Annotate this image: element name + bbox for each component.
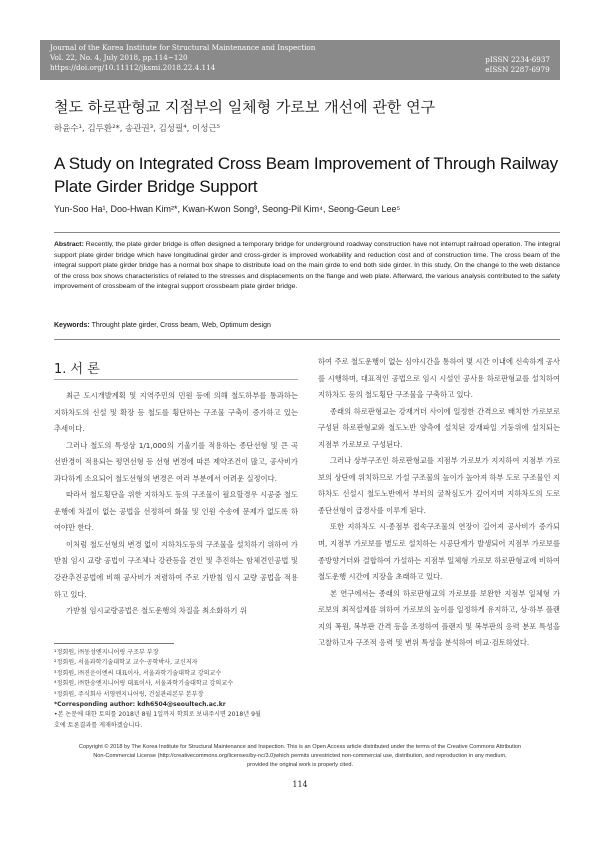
copyright-line: provided the original work is properly cited. [246,762,354,768]
abstract-label: Abstract: [54,241,84,248]
copyright-notice [40,743,560,770]
english-title: A Study on Integrated Cross Beam Improvement of Through Railway Plate Girder Bridge Support [54,154,558,196]
paragraph: 종래의 하로판형교는 강재거더 사이에 일정한 간격으로 배치한 가로보로 구성된 하로판형교와 철도노반 양측에 설치된 강재파일 기둥위에 설치되는 지점부 가로보로 구성된다. [318,406,560,449]
abstract-top-rule [54,232,560,233]
abstract-text: Recently, the plate girder bridge is offen designed a temporary bridge for underground roadway construction have not interrupt railroad operation. The integral support plate girder bridge which have longitudinal girder and cross-girder is improved workability and reduction cost and of construction time. The cross beam of the integral support plate girder bridge has a normal box shape to distribute load on the main girde to end both side girder. In this study, On the change to the web distance of the cross box shows characteristics of related to the stresses and displacements on the flange and web plate. Afterward, the various analysis contributed to the safety improvement of crossbeam of the integral support crossbeam plate girder bridge. [54,241,560,291]
copyright-line: Copyright © 2018 by The Korea Institute for Structural Maintenance and Inspection. This is an Open Access article distributed under the terms of the Creative Commons Attribution [78,744,522,750]
footnote-affiliation: ³정회원, ㈜진운이엔씨 대표이사, 서울과학기술대학교 강의교수 [54,669,222,677]
paragraph: 본 연구에서는 종래의 하로판형교의 가로보를 보완한 지점부 일체형 가로보의 최적설계를 위하여 가로보의 높이를 일정하게 유지하고, 상·하부 플랜지의 폭원, 복부판 간격 등을 조정하여 플랜지 및 복부판의 응력 분포 특성을 고찰하고자 구조적 응력 및 변위 특성을 분석하여 비교·검토하였다. [318,588,560,648]
paragraph: 그러나 철도의 특성상 1/1,000의 기울기를 적용하는 종단선형 및 큰 곡선반경이 적용되는 평면선형 등 선형 변경에 따른 제약조건이 많고, 공사비가 과다하게 소요되어 철도선형의 변경은 여러 부분에서 어려운 실정이다. [54,440,298,483]
issn-info [485,55,550,75]
footnotes [54,648,298,731]
right-column [318,354,560,652]
paragraph: 따라서 철도횡단을 위한 지하차도 등의 구조물이 필요할경우 시공중 철도운행에 차질이 없는 공법을 선정하여 화물 및 인원 수송에 문제가 없도록 하여야만 한다. [54,490,298,533]
footnote-affiliation: ²정회원, 서울과학기술대학교 교수·공학박사, 교신저자 [54,659,198,667]
keywords-text: Throught plate girder, Cross beam, Web, Optimum design [91,322,271,329]
footnote-affiliation: ¹정회원, ㈜동성엔지니어링 구조부 부장 [54,649,159,656]
footnote-rule [54,643,174,644]
footnote-affiliation: ⁵정회원, 주식회사 서영엔지니어링, 건설관리본부 본부장 [54,690,204,698]
abstract [54,240,560,293]
journal-doi: https://doi.org/10.11112/jksmi.2018.22.4.114 [50,63,216,72]
keywords-label: Keywords: [54,322,90,329]
left-column [54,388,298,620]
paragraph: 최근 도시개발계획 및 지역주민의 민원 등에 의해 철도하부를 통과하는 지하차도의 신설 및 확장 등 철도를 횡단하는 구조물 구축이 증가하고 있는 추세이다. [54,391,298,434]
keywords [54,322,560,329]
section-heading: 1. 서 론 [54,362,100,377]
copyright-line: Non-Commercial License (http://creativecommons.org/licenses/by-nc/3.0)which permits unrestricted non-commercial use, distribution, and reproduction in any medium, [93,753,507,759]
discussion-note: •본 논문에 대한 토의를 2018년 8월 1일까지 학회로 보내주시면 2018년 9월 [54,711,261,719]
journal-header-banner [40,40,560,80]
corresponding-author: *Corresponding author: kdh6504@seoultech.ac.kr [54,701,226,709]
korean-title: 철도 하로판형교 지점부의 일체형 가로보 개선에 관한 연구 [54,98,436,116]
page-number: 114 [292,780,308,789]
discussion-note: 호에 토론결과를 게재하겠습니다. [54,721,143,729]
abstract-bottom-rule [54,339,560,340]
journal-info [50,43,315,73]
footnote-affiliation: ⁴정회원, ㈜한숭엔지니어링 대표이사, 서울과학기술대학교 강의교수 [54,680,234,688]
section-heading-rule [54,379,298,380]
paragraph: 그러나 상부구조인 하로판형교를 지점부 가로보가 지지하여 지점부 가로보의 상단에 위치하므로 가설 구조물의 높이가 높아져 하부 도로 구조물인 지하차도 신설시 철도노반에서 부터의 굴착심도가 깊어지며 지하차도의 도로 종단선형이 급경사를 이루게 된다. [318,456,560,515]
eissn: eISSN 2287-6979 [485,65,550,74]
paragraph: 또한 지하차도 시·종점부 접속구조물의 연장이 길어져 공사비가 증가되며, 지점부 가로보를 별도로 설치하는 시공단계가 발생되어 지점부 가로보를 종방향거더와 결합하여 가설하는 지점부 일체형 가로보 하로판형교에 비하여 철도운행 시간에 지장을 초래하고 있다. [318,522,560,582]
journal-name: Journal of the Korea Institute for Structural Maintenance and Inspection [50,43,316,52]
paragraph: 하여 주로 철도운행이 없는 심야시간을 통하여 몇 시간 이내에 신속하게 공사를 시행하며, 대표적인 공법으로 임시 시설인 공사용 하로판형교를 설치하여 지하차도 등의 철도횡단 구조물을 구축하고 있다. [318,357,560,400]
paragraph: 가받침 임시교량공법은 철도운행의 차질을 최소화하기 위 [66,606,247,616]
english-authors: Yun-Soo Ha¹, Doo-Hwan Kim²*, Kwan-Kwon Song³, Seong-Pil Kim⁴, Seong-Geun Lee⁵ [54,204,401,214]
korean-authors: 하윤수¹, 김두환²*, 송관권³, 김성필⁴, 이성근⁵ [54,124,221,134]
pissn: pISSN 2234-6937 [485,55,550,64]
paragraph: 이처럼 철도선형의 변경 없이 지하차도등의 구조물을 설치하기 위하여 가받침 임시 교량 공법이 구조체나 강관등을 견인 및 추진하는 함체견인공법 및 강관추진공법에 비해 공사비가 저렴하여 주로 가받침 임시 교량 공법을 적용하고 있다. [54,539,298,599]
journal-volume: Vol. 22, No. 4, July 2018, pp.114~120 [50,53,188,62]
